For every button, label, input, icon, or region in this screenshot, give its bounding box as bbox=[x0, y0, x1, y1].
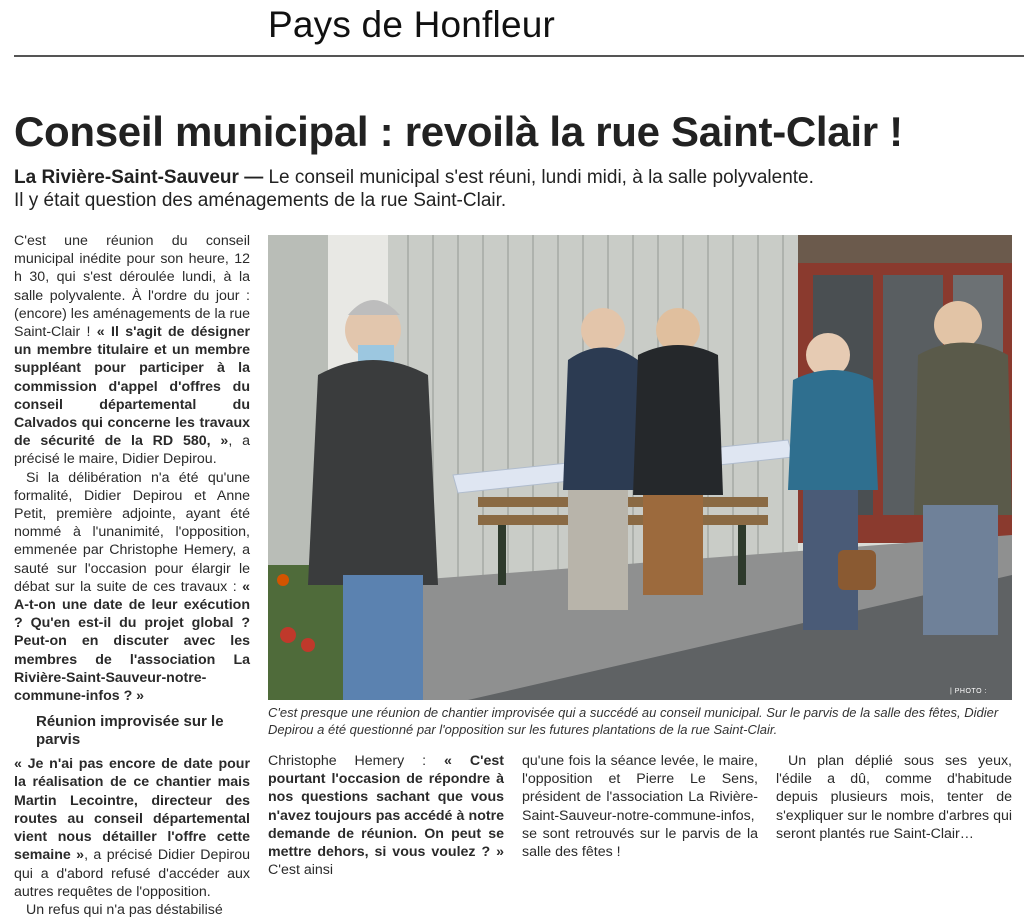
photo-caption: C'est presque une réunion de chantier improvisée qui a succédé au conseil municipal. Sur le parvis de la salle des fêtes, Didier Depirou a été questionné par l'opposition sur les futures plantations de la rue Saint-Clair. bbox=[268, 705, 999, 737]
article-standfirst bbox=[14, 166, 1014, 212]
paragraph-2 bbox=[14, 469, 250, 706]
paragraph-4-cont-text: Christophe Hemery : bbox=[268, 753, 445, 769]
paragraph-4-start: Un refus qui n'a pas déstabilisé bbox=[26, 901, 223, 918]
standfirst-line-2: Il y était question des aménagements de la rue Saint-Clair. bbox=[14, 190, 507, 211]
article-column-4 bbox=[776, 752, 1012, 843]
paragraph-3 bbox=[14, 755, 250, 901]
paragraph-5: qu'une fois la séance levée, le maire, l'opposition et Pierre Le Sens, président de l'association La Rivière-Saint-Sauveur-notre-commune-infos, se sont retrouvés sur le parvis de la salle des fêtes ! bbox=[522, 753, 758, 861]
paragraph-1 bbox=[14, 232, 250, 469]
paragraph-1-quote: « Il s'agit de désigner un membre titulaire et un membre suppléant pour participer à la commission d'appel d'offres du conseil départemental du Calvados qui concerne les travaux de sécurité de la RD 580, » bbox=[14, 324, 250, 450]
article-photo bbox=[268, 235, 1012, 700]
paragraph-2-text: Si la délibération n'a été qu'une formalité, Didier Depirou et Anne Petit, première adjointe, ayant été nommé à l'unanimité, l'opposition, emmenée par Christophe Hemery, a sauté sur l'occasion pour élargir le débat sur la suite de ces travaux : bbox=[14, 469, 250, 595]
dateline-location: La Rivière-Saint-Sauveur — bbox=[14, 167, 264, 188]
article-column-3 bbox=[522, 752, 758, 861]
paragraph-3-end: , a précisé Didier Depirou qui a d'abord refusé d'accéder aux autres requêtes de l'opposition. bbox=[14, 847, 250, 900]
paragraph-4-quote: « C'est pourtant l'occasion de répondre à nos questions sachant que vous n'avez toujours pas accédé à notre demande de réunion. On peut se mettre dehors, si vous voulez ? » bbox=[268, 753, 504, 861]
subheading: Réunion improvisée sur le parvis bbox=[36, 713, 224, 749]
paragraph-2-quote: « A-t-on une date de leur exécution ? Qu'en est-il du projet global ? Peut-on en discuter avec les membres de l'association La Rivière-Saint-Sauveur-notre-commune-infos ? » bbox=[14, 578, 250, 705]
article-headline: Conseil municipal : revoilà la rue Saint-Clair ! bbox=[14, 108, 903, 155]
standfirst-line-1: Le conseil municipal s'est réuni, lundi midi, à la salle polyvalente. bbox=[263, 167, 814, 188]
paragraph-1-text: C'est une réunion du conseil municipal inédite pour son heure, 12 h 30, qui s'est déroulée lundi, à la salle polyvalente. À l'ordre du jour : (encore) les aménagements de la rue Saint-Clair ! bbox=[14, 233, 250, 341]
paragraph-6: Un plan déplié sous ses yeux, l'édile a dû, comme d'habitude depuis plusieurs mois, tenter de s'expliquer sur le nombre d'arbres qui seront plantés rue Saint-Clair… bbox=[776, 753, 1012, 842]
paragraph-1-end: , a précisé le maire, Didier Depirou. bbox=[14, 433, 250, 468]
paragraph-3-quote: « Je n'ai pas encore de date pour la réalisation de ce chantier mais Martin Lecointre, directeur des routes au conseil départemental vient nous détailler l'offre cette semaine » bbox=[14, 756, 250, 864]
section-title: Pays de Honfleur bbox=[268, 4, 556, 45]
photo-illustration bbox=[268, 235, 1012, 700]
paragraph-4-continued bbox=[268, 752, 504, 879]
paragraph-4-end: C'est ainsi bbox=[268, 862, 334, 879]
article-column-1 bbox=[14, 232, 250, 919]
photo-credit: | PHOTO : bbox=[950, 688, 987, 695]
article-column-2 bbox=[268, 752, 504, 879]
section-divider bbox=[14, 55, 1024, 57]
